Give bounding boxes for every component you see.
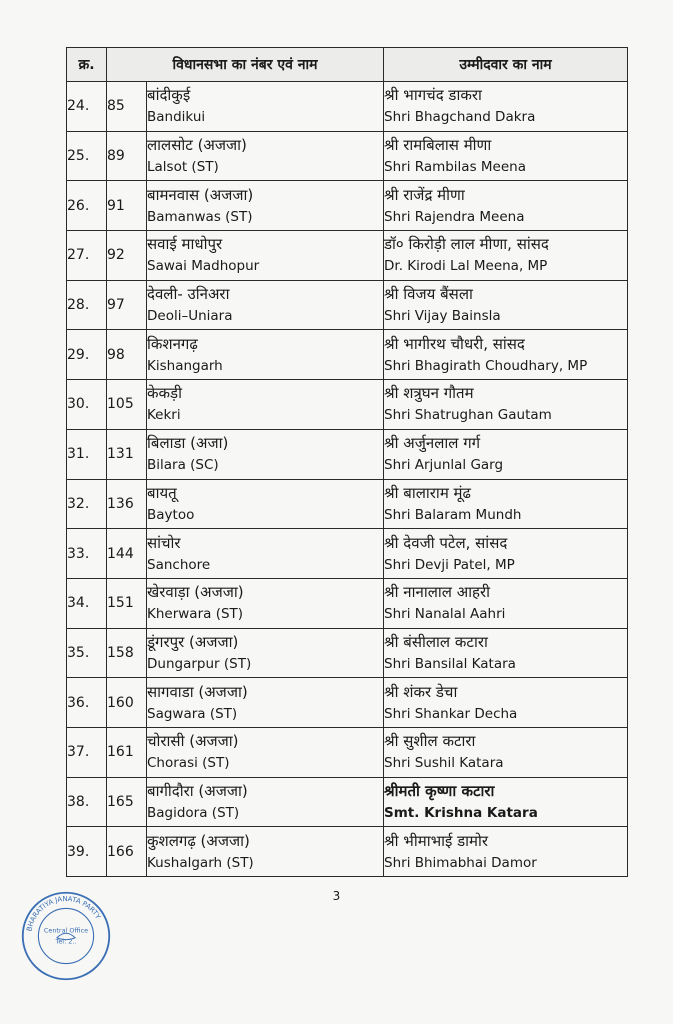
- candidate-name-english: Shri Nanalal Aahri: [384, 606, 506, 623]
- constituency-number: 151: [107, 578, 147, 628]
- constituency-name-hindi: किशनगढ़: [147, 334, 198, 353]
- party-office-stamp: [20, 890, 112, 982]
- constituency-name-english: Lalsot (ST): [147, 159, 219, 176]
- candidate-name-hindi: श्री सुशील कटारा: [384, 732, 476, 751]
- serial-cell: 25.: [67, 131, 107, 181]
- constituency-name-english: Baytoo: [147, 506, 195, 523]
- table-header-row: [67, 48, 628, 82]
- candidate-cell: [384, 529, 628, 579]
- table-row: [67, 380, 628, 430]
- constituency-cell: [147, 578, 384, 628]
- candidate-name-english: Dr. Kirodi Lal Meena, MP: [384, 258, 548, 275]
- serial-cell: 36.: [67, 678, 107, 728]
- constituency-name-english: Kushalgarh (ST): [147, 854, 254, 871]
- serial-cell: 39.: [67, 827, 107, 877]
- serial-cell: 34.: [67, 578, 107, 628]
- candidate-cell: [384, 181, 628, 231]
- table-row: [67, 678, 628, 728]
- constituency-name-english: Bamanwas (ST): [147, 208, 253, 225]
- candidate-cell: [384, 82, 628, 132]
- table-row: [67, 280, 628, 330]
- candidate-name-hindi: श्री भागचंद डाकरा: [384, 86, 482, 105]
- constituency-cell: [147, 529, 384, 579]
- constituency-name-hindi: बायतू: [147, 483, 177, 502]
- table-row: [67, 429, 628, 479]
- header-candidate: उम्मीदवार का नाम: [384, 48, 628, 82]
- constituency-cell: [147, 628, 384, 678]
- candidate-cell: [384, 280, 628, 330]
- constituency-name-english: Bagidora (ST): [147, 804, 240, 821]
- constituency-number: 85: [107, 82, 147, 132]
- constituency-name-english: Dungarpur (ST): [147, 655, 252, 672]
- constituency-name-hindi: बामनवास (अजजा): [147, 185, 254, 204]
- constituency-name-hindi: देवली- उनिअरा: [147, 285, 230, 304]
- constituency-name-english: Sanchore: [147, 556, 211, 573]
- candidate-name-hindi: श्री भीमाभाई डामोर: [384, 831, 489, 850]
- constituency-cell: [147, 280, 384, 330]
- candidate-name-english: Shri Rajendra Meena: [384, 208, 525, 225]
- candidate-cell: [384, 827, 628, 877]
- constituency-name-english: Chorasi (ST): [147, 755, 230, 772]
- constituency-cell: [147, 479, 384, 529]
- stamp-inner-text: Central Office: [43, 926, 89, 935]
- constituency-name-english: Kishangarh: [147, 357, 223, 374]
- candidate-name-english: Shri Sushil Katara: [384, 755, 504, 772]
- candidate-cell: [384, 678, 628, 728]
- candidate-name-hindi: श्री विजय बैंसला: [384, 285, 473, 304]
- stamp-outer-text: BHARATIYA JANATA PARTY: [25, 894, 102, 932]
- candidate-name-english: Shri Shankar Decha: [384, 705, 518, 722]
- candidate-name-hindi: डॉ० किरोड़ी लाल मीणा, सांसद: [384, 235, 549, 254]
- table-row: [67, 82, 628, 132]
- candidate-cell: [384, 578, 628, 628]
- constituency-cell: [147, 678, 384, 728]
- constituency-number: 91: [107, 181, 147, 231]
- candidate-name-hindi: श्री रामबिलास मीणा: [384, 136, 492, 155]
- stamp-inner-ring: [38, 908, 93, 963]
- constituency-cell: [147, 727, 384, 777]
- candidate-name-hindi: श्री शंकर डेचा: [384, 682, 458, 701]
- constituency-name-hindi: चोरासी (अजजा): [147, 732, 239, 751]
- constituency-name-hindi: बिलाडा (अजा): [147, 434, 229, 453]
- candidate-name-hindi: श्री देवजी पटेल, सांसद: [384, 533, 508, 552]
- candidate-name-hindi: श्री अर्जुनलाल गर्ग: [384, 434, 481, 453]
- constituency-number: 105: [107, 380, 147, 430]
- table-row: [67, 628, 628, 678]
- candidate-name-english: Shri Arjunlal Garg: [384, 457, 504, 474]
- serial-cell: 29.: [67, 330, 107, 380]
- constituency-number: 97: [107, 280, 147, 330]
- constituency-name-hindi: खेरवाड़ा (अजजा): [147, 583, 244, 602]
- candidate-name-english: Shri Balaram Mundh: [384, 506, 522, 523]
- candidate-name-english: Shri Shatrughan Gautam: [384, 407, 552, 424]
- constituency-cell: [147, 131, 384, 181]
- table-row: [67, 727, 628, 777]
- page-number: 3: [332, 889, 341, 903]
- constituency-number: 89: [107, 131, 147, 181]
- header-serial: क्र.: [67, 48, 107, 82]
- constituency-name-hindi: सांचोर: [147, 533, 181, 552]
- constituency-name-hindi: केकड़ी: [147, 384, 182, 403]
- constituency-number: 92: [107, 231, 147, 281]
- constituency-name-hindi: कुशलगढ़ (अजजा): [147, 831, 250, 850]
- candidate-name-english: Shri Bhagchand Dakra: [384, 109, 536, 126]
- candidate-cell: [384, 479, 628, 529]
- constituency-cell: [147, 380, 384, 430]
- constituency-name-english: Sagwara (ST): [147, 705, 238, 722]
- serial-cell: 37.: [67, 727, 107, 777]
- table-row: [67, 777, 628, 827]
- constituency-cell: [147, 827, 384, 877]
- constituency-name-hindi: बागीदौरा (अजजा): [147, 781, 248, 800]
- candidate-name-hindi: श्री बंसीलाल कटारा: [384, 632, 488, 651]
- candidate-cell: [384, 628, 628, 678]
- constituency-name-english: Kherwara (ST): [147, 606, 244, 623]
- serial-cell: 30.: [67, 380, 107, 430]
- candidate-name-english: Shri Bhimabhai Damor: [384, 854, 537, 871]
- serial-cell: 38.: [67, 777, 107, 827]
- candidate-name-hindi: श्री शत्रुघन गौतम: [384, 384, 474, 403]
- candidate-cell: [384, 429, 628, 479]
- constituency-number: 98: [107, 330, 147, 380]
- table-row: [67, 231, 628, 281]
- serial-cell: 35.: [67, 628, 107, 678]
- constituency-name-english: Kekri: [147, 407, 181, 424]
- constituency-name-hindi: सवाई माधोपुर: [147, 235, 223, 254]
- constituency-number: 131: [107, 429, 147, 479]
- table-row: [67, 330, 628, 380]
- candidate-name-english: Shri Bhagirath Choudhary, MP: [384, 357, 588, 374]
- table-row: [67, 529, 628, 579]
- stamp-tel-text: Tel: 2..: [55, 937, 77, 946]
- table-row: [67, 181, 628, 231]
- candidate-name-hindi: श्री बालाराम मूंढ: [384, 483, 471, 502]
- candidate-name-english: Shri Bansilal Katara: [384, 655, 516, 672]
- candidate-cell: [384, 380, 628, 430]
- candidate-cell: [384, 777, 628, 827]
- table-row: [67, 578, 628, 628]
- constituency-cell: [147, 330, 384, 380]
- serial-cell: 32.: [67, 479, 107, 529]
- candidate-cell: [384, 231, 628, 281]
- constituency-name-english: Sawai Madhopur: [147, 258, 260, 275]
- serial-cell: 24.: [67, 82, 107, 132]
- candidate-table: [66, 47, 628, 877]
- constituency-number: 161: [107, 727, 147, 777]
- serial-cell: 28.: [67, 280, 107, 330]
- candidate-name-english: Shri Devji Patel, MP: [384, 556, 515, 573]
- candidate-cell: [384, 131, 628, 181]
- constituency-name-english: Bandikui: [147, 109, 206, 126]
- header-constituency: विधानसभा का नंबर एवं नाम: [107, 48, 384, 82]
- candidate-name-english: Smt. Krishna Katara: [384, 804, 538, 821]
- table-row: [67, 827, 628, 877]
- candidate-name-english: Shri Vijay Bainsla: [384, 308, 501, 325]
- candidate-cell: [384, 330, 628, 380]
- constituency-number: 144: [107, 529, 147, 579]
- candidate-name-hindi: श्रीमती कृष्णा कटारा: [384, 781, 495, 800]
- table-row: [67, 131, 628, 181]
- constituency-number: 165: [107, 777, 147, 827]
- serial-cell: 31.: [67, 429, 107, 479]
- candidate-name-hindi: श्री नानालाल आहरी: [384, 583, 491, 602]
- constituency-cell: [147, 777, 384, 827]
- serial-cell: 33.: [67, 529, 107, 579]
- constituency-number: 136: [107, 479, 147, 529]
- constituency-name-english: Deoli–Uniara: [147, 308, 233, 325]
- candidate-name-hindi: श्री भागीरथ चौधरी, सांसद: [384, 334, 525, 353]
- serial-cell: 27.: [67, 231, 107, 281]
- constituency-number: 160: [107, 678, 147, 728]
- constituency-name-hindi: लालसोट (अजजा): [147, 136, 247, 155]
- constituency-name-english: Bilara (SC): [147, 457, 219, 474]
- candidate-cell: [384, 727, 628, 777]
- constituency-cell: [147, 181, 384, 231]
- constituency-number: 158: [107, 628, 147, 678]
- serial-cell: 26.: [67, 181, 107, 231]
- table-row: [67, 479, 628, 529]
- constituency-cell: [147, 429, 384, 479]
- candidate-name-english: Shri Rambilas Meena: [384, 159, 526, 176]
- constituency-cell: [147, 231, 384, 281]
- constituency-name-hindi: डूंगरपुर (अजजा): [147, 632, 239, 651]
- constituency-name-hindi: बांदीकुई: [147, 86, 191, 105]
- constituency-name-hindi: सागवाडा (अजजा): [147, 682, 248, 701]
- stamp-outer-ring: [23, 893, 109, 979]
- constituency-number: 166: [107, 827, 147, 877]
- constituency-cell: [147, 82, 384, 132]
- candidate-name-hindi: श्री राजेंद्र मीणा: [384, 185, 465, 204]
